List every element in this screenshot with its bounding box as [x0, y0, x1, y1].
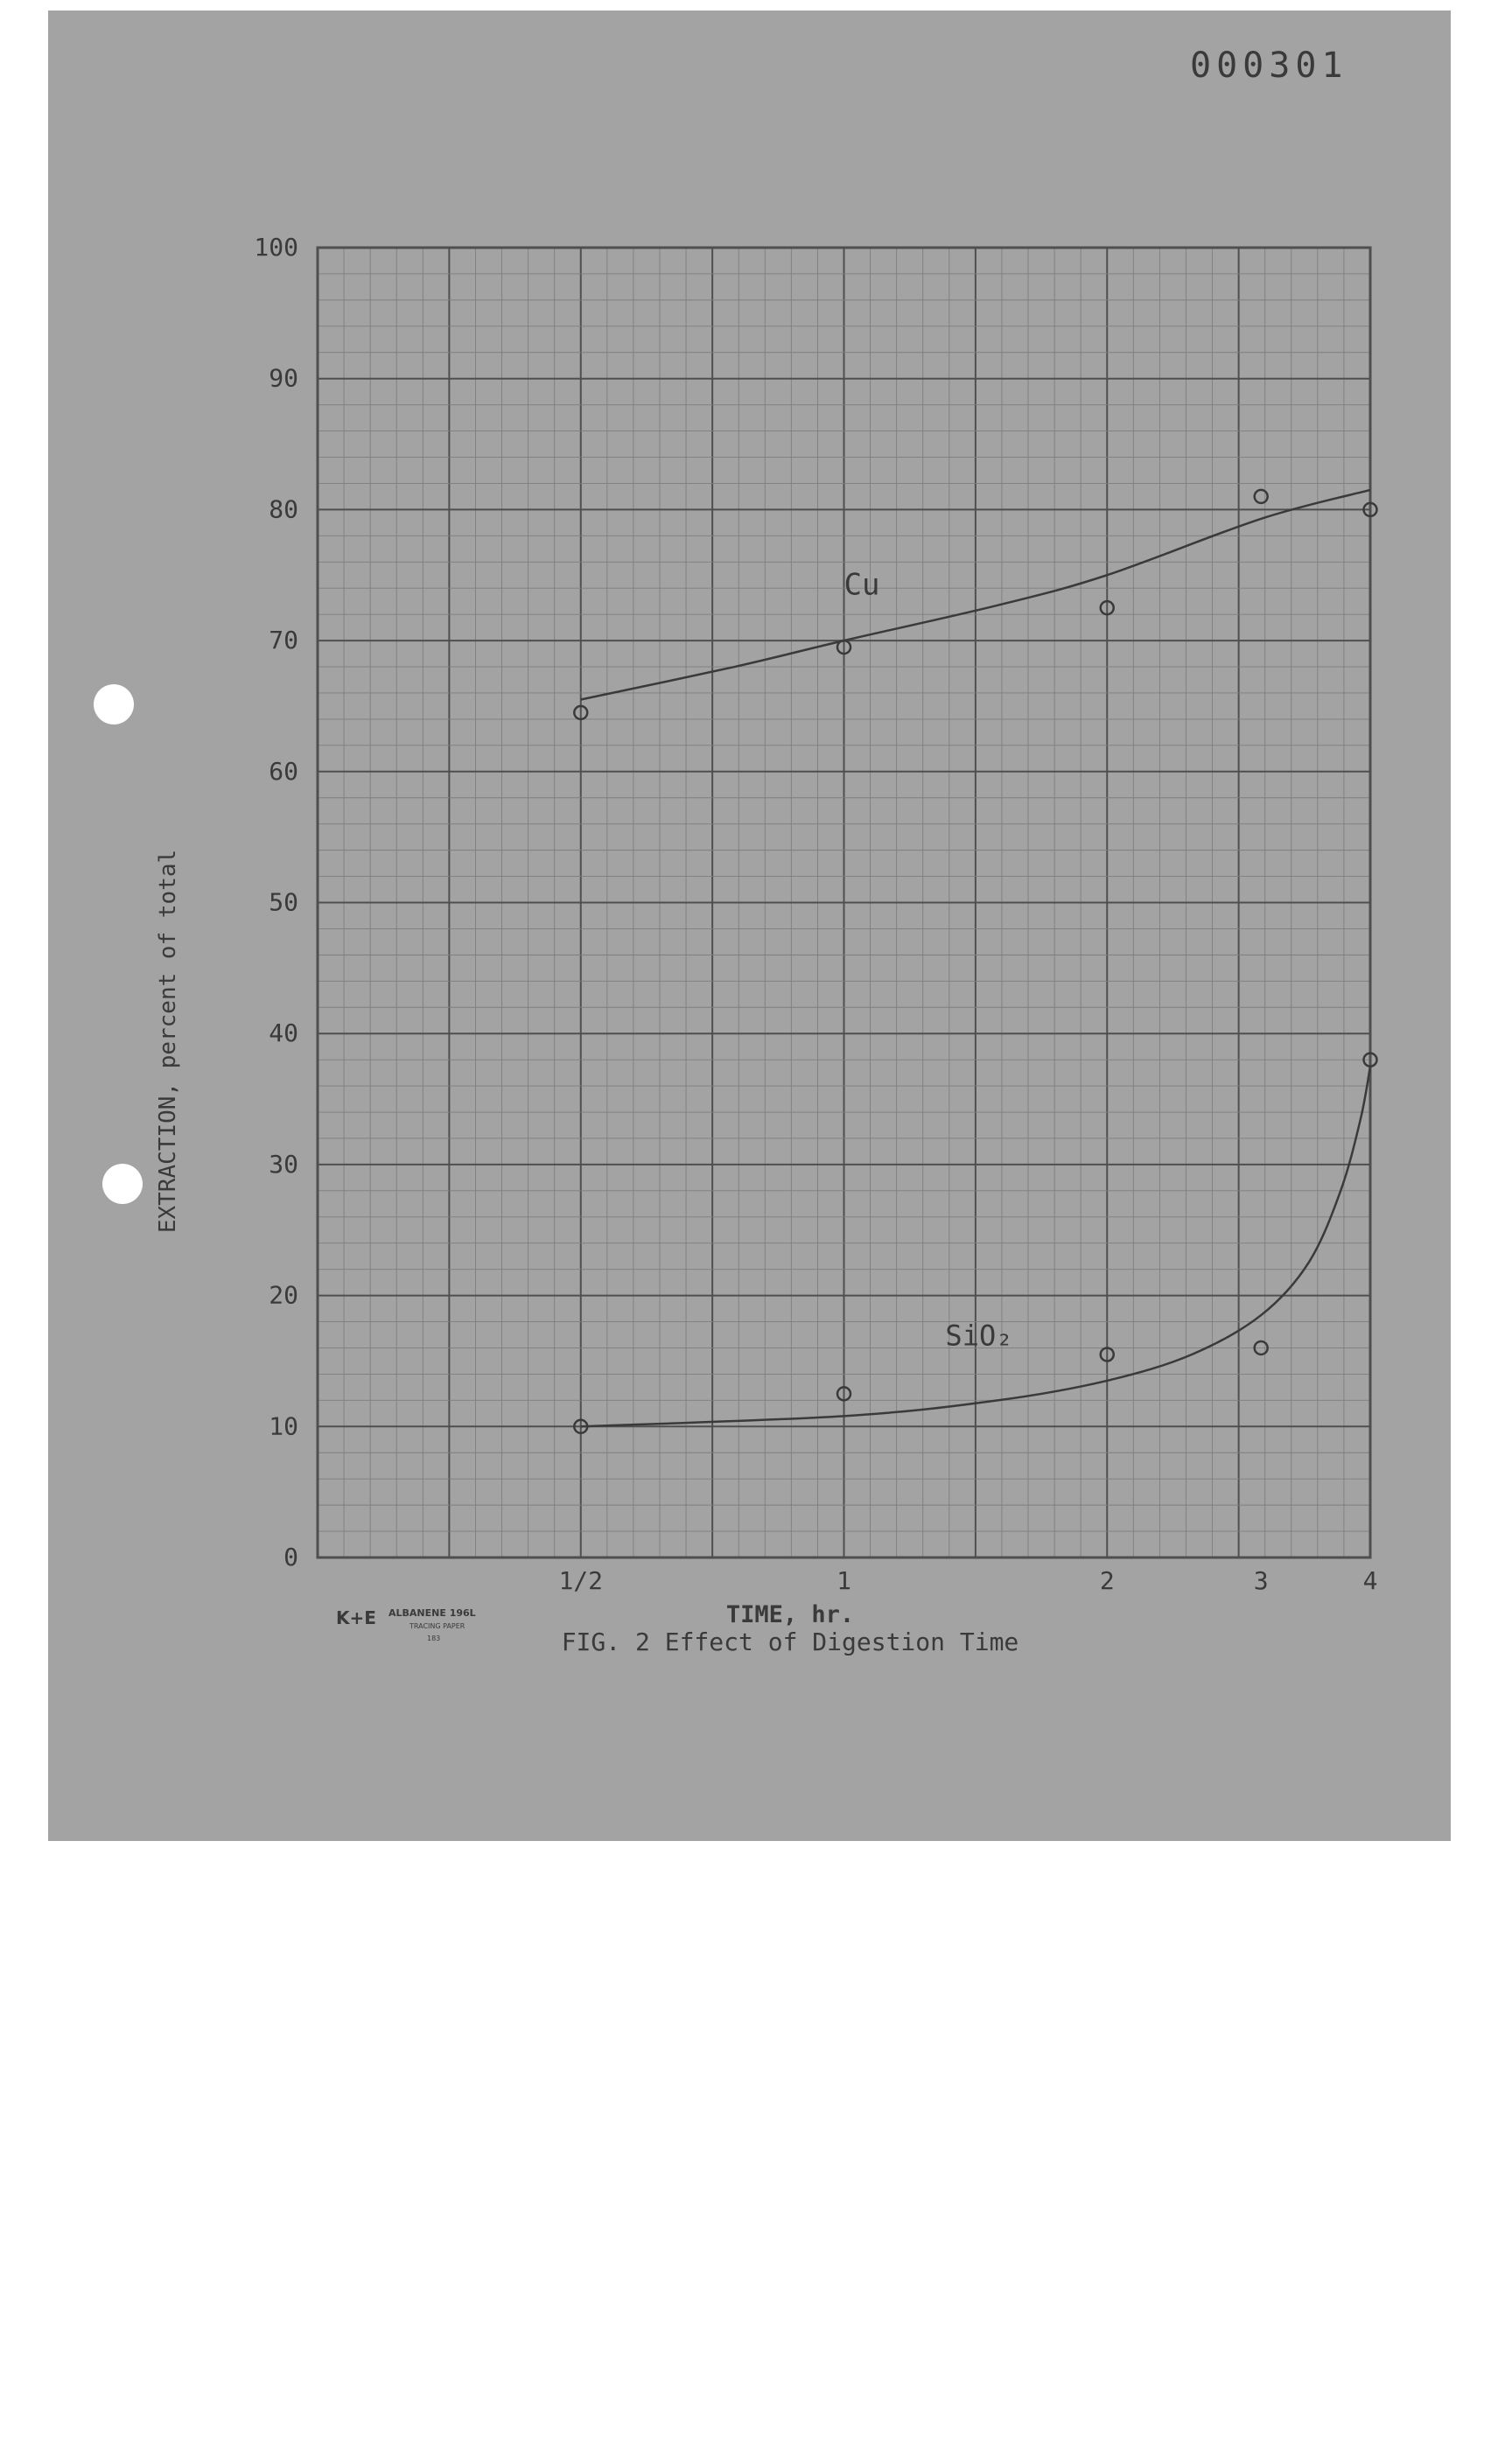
y-tick-label: 20 [269, 1280, 298, 1310]
series-label-cu: Cu [844, 567, 880, 603]
x-axis-title: TIME, hr. [725, 1601, 855, 1628]
y-tick-label: 100 [254, 233, 298, 262]
y-tick-label: 50 [269, 887, 298, 917]
paper-logo [336, 1607, 476, 1642]
x-tick-label: 1 [836, 1566, 851, 1595]
logo-product: TRACING PAPER [410, 1622, 466, 1630]
figure-caption: FIG. 2 Effect of Digestion Time [561, 1628, 1019, 1656]
y-tick-label: 70 [269, 626, 298, 655]
logo-brand: ALBANENE 196L [388, 1607, 476, 1619]
x-tick-label: 3 [1253, 1566, 1269, 1595]
data-point-cu [1255, 490, 1268, 503]
logo-mark: K+E [336, 1607, 376, 1628]
y-tick-label: 60 [269, 756, 298, 786]
y-tick-label: 40 [269, 1018, 298, 1048]
y-tick-label: 90 [269, 363, 298, 393]
document-number: 000301 [1190, 46, 1348, 86]
y-tick-label: 80 [269, 494, 298, 524]
logo-code: 183 [427, 1634, 441, 1642]
chart-grid [318, 248, 1370, 1558]
series-label-sio2: SiO₂ [945, 1319, 1013, 1353]
x-tick-label: 1/2 [558, 1566, 604, 1595]
x-tick-label: 4 [1362, 1566, 1378, 1595]
y-tick-label: 10 [269, 1411, 298, 1441]
y-axis-title: EXTRACTION, percent of total [155, 849, 181, 1234]
y-tick-label: 0 [284, 1543, 298, 1572]
x-tick-label: 2 [1099, 1566, 1115, 1595]
y-tick-label: 30 [269, 1149, 298, 1179]
